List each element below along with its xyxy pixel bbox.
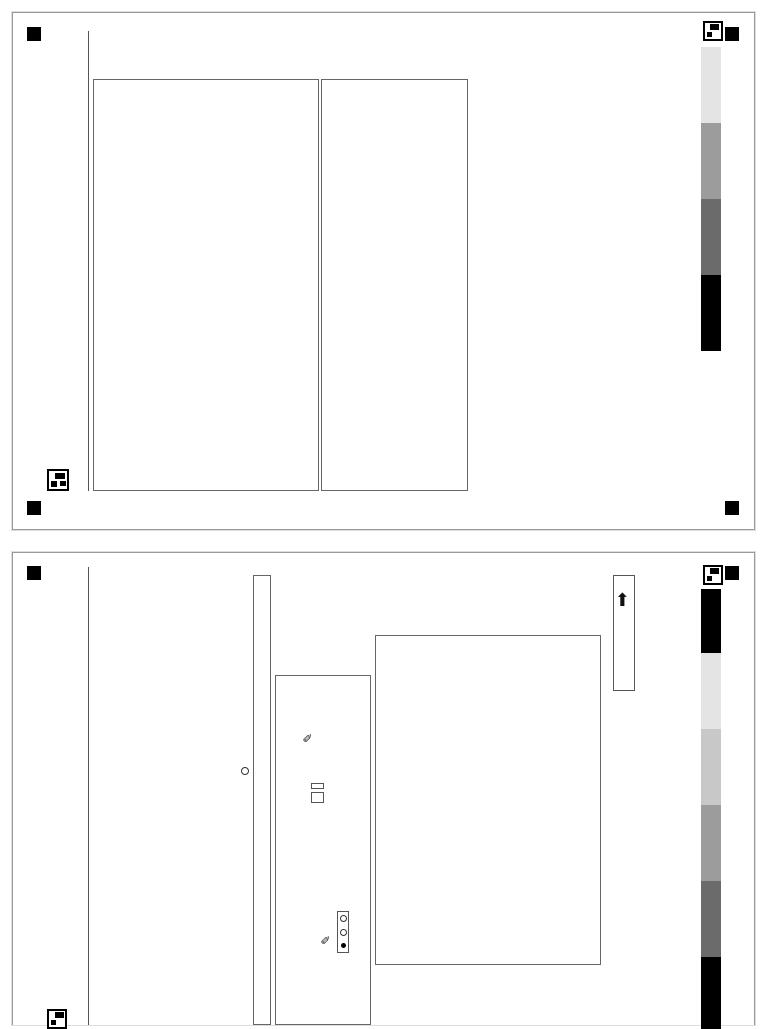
title-box xyxy=(253,575,271,1025)
page-2-rotated-content xyxy=(13,13,754,529)
example-bubbles xyxy=(337,911,349,953)
barcode-qr-icon-bottom xyxy=(703,21,723,41)
example-bubble-c xyxy=(340,916,347,923)
part3-frame xyxy=(93,79,319,491)
withdrawn-bubble[interactable] xyxy=(241,767,249,775)
corner-mark-top-left xyxy=(27,501,41,515)
timing-stripe-4 xyxy=(701,47,721,123)
part2-frame xyxy=(375,635,601,965)
timing-stripe-3 xyxy=(701,123,721,199)
example-word-boxes xyxy=(311,783,324,803)
part4-frame xyxy=(321,79,468,491)
header-rule xyxy=(88,567,89,1025)
header-rule xyxy=(88,31,89,491)
answer-sheet-page-1 xyxy=(12,552,755,1025)
timing-stripe-1 xyxy=(701,275,721,351)
barcode-qr-icon xyxy=(47,1009,67,1029)
example-word xyxy=(311,783,324,789)
answer-sheet-page-2 xyxy=(12,12,755,530)
timing-stripe-1 xyxy=(701,957,721,1029)
timing-stripe-2 xyxy=(701,199,721,275)
pencil-icon-2: ✎ xyxy=(301,732,315,743)
barcode-qr-icon xyxy=(47,469,69,491)
timing-stripe-4 xyxy=(701,729,721,805)
corner-mark-top-right xyxy=(27,27,41,41)
corner-mark-bottom-left xyxy=(725,501,739,515)
barcode-qr-icon-bottom xyxy=(703,565,723,585)
timing-stripe-2 xyxy=(701,881,721,957)
corner-mark-bottom-right xyxy=(725,566,739,580)
corner-mark-bottom-right xyxy=(725,27,739,41)
timing-stripe-5 xyxy=(701,653,721,729)
page-1-rotated-content xyxy=(13,553,754,1025)
corner-mark-top-right xyxy=(27,566,41,580)
example-bubble-b xyxy=(340,930,347,937)
pencil-icon: ✎ xyxy=(319,934,333,945)
instructions-frame xyxy=(275,675,371,1025)
example-bubble-a xyxy=(341,944,346,949)
timing-stripe-6 xyxy=(701,589,721,653)
timing-stripe-3 xyxy=(701,805,721,881)
example-num xyxy=(311,792,324,803)
arrow-right-icon: ➡ xyxy=(612,591,632,607)
